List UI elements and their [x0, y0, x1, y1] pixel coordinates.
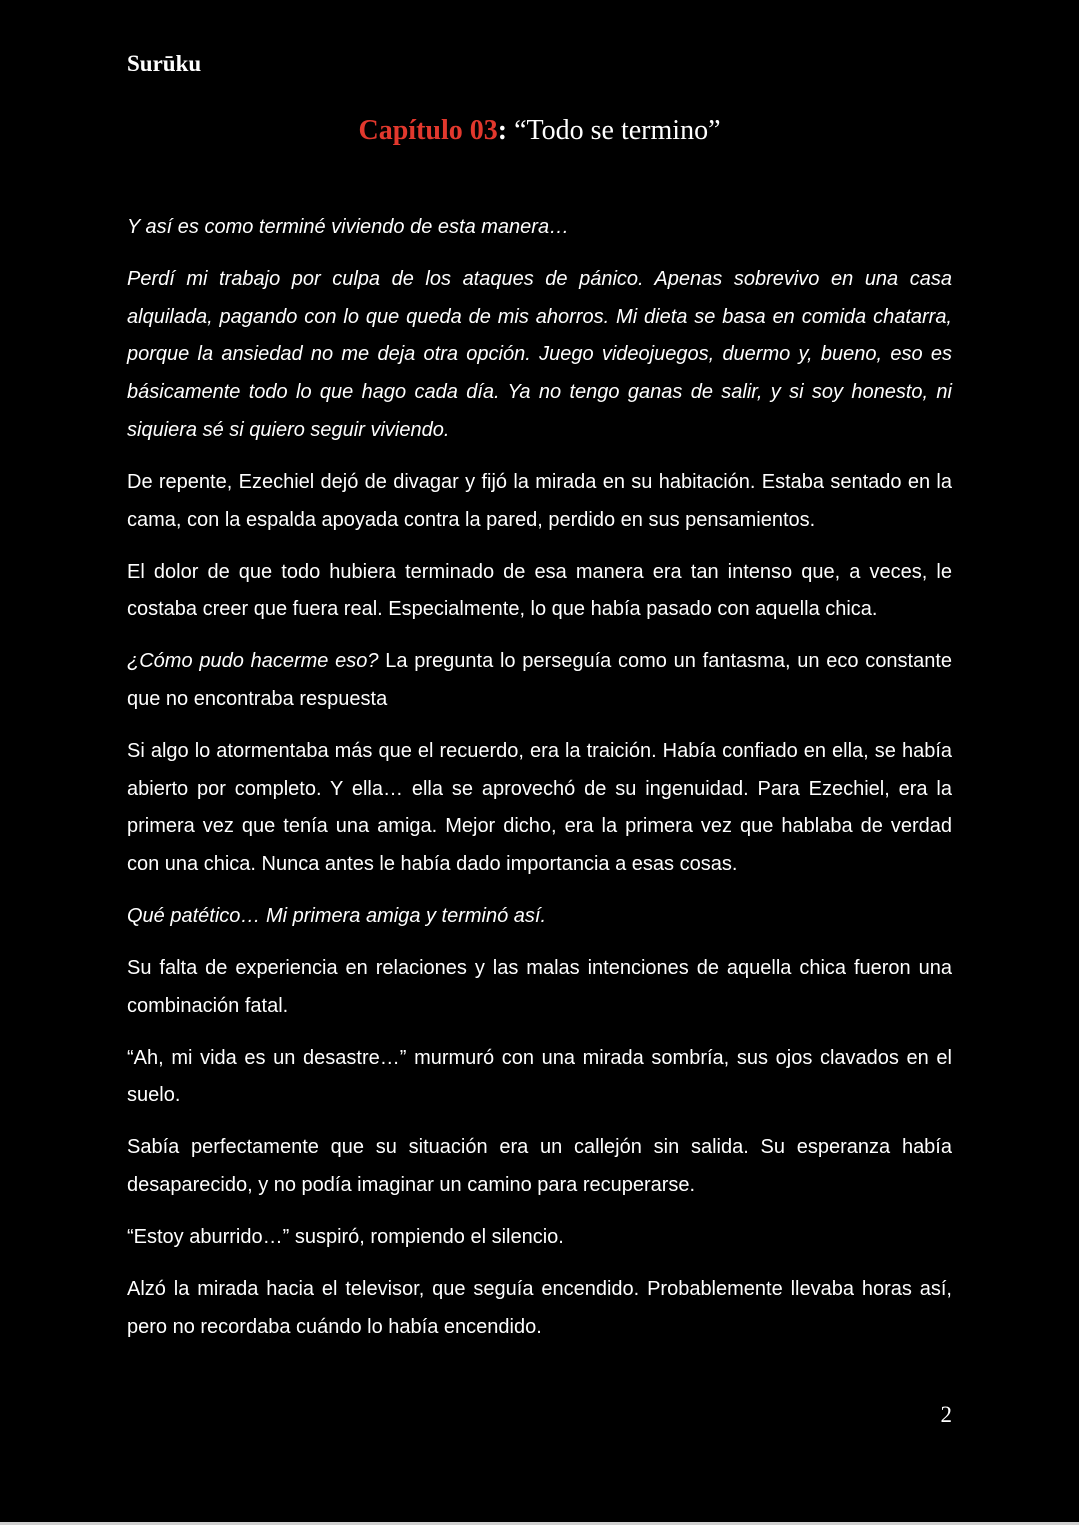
chapter-body — [127, 209, 952, 1361]
paragraph-6: Si algo lo atormentaba más que el recuerdo, era la traición. Había confiado en ella, se había abierto por completo. Y ella… ella se aprovechó de su ingenuidad. Para Ezechiel, era la primera vez que tenía una amiga. Mejor dicho, era la primera vez que hablaba de verdad con una chica. Nunca antes le había dado importancia a esas cosas. — [127, 739, 952, 876]
paragraph-2: Perdí mi trabajo por culpa de los ataques de pánico. Apenas sobrevivo en una casa alquilada, pagando con lo que queda de mis ahorros. Mi dieta se basa en comida chatarra, porque la ansiedad no me deja otra opción. Juego videojuegos, duermo y, bueno, eso es básicamente todo lo que hago cada día. Ya no tengo ganas de salir, y si soy honesto, ni siquiera sé si quiero seguir viviendo. — [127, 268, 952, 441]
chapter-label: Capítulo 03 — [358, 115, 498, 146]
paragraph-5 — [127, 643, 952, 718]
paragraph-12: Alzó la mirada hacia el televisor, que seguía encendido. Probablemente llevaba horas así, pero no recordaba cuándo lo había encendido. — [127, 1278, 952, 1338]
paragraph-4: El dolor de que todo hubiera terminado de esa manera era tan intenso que, a veces, le costaba creer que fuera real. Especialmente, lo que había pasado con aquella chica. — [127, 560, 952, 621]
paragraph-8: Su falta de experiencia en relaciones y las malas intenciones de aquella chica fueron una combinación fatal. — [127, 957, 952, 1017]
running-header-author: Surūku — [127, 51, 202, 76]
page-number: 2 — [940, 1402, 952, 1427]
paragraph-7: Qué patético… Mi primera amiga y terminó así. — [127, 905, 547, 928]
paragraph-1: Y así es como terminé viviendo de esta manera… — [127, 216, 570, 238]
paragraph-9: “Ah, mi vida es un desastre…” murmuró con una mirada sombría, sus ojos clavados en el suelo. — [127, 1046, 952, 1107]
paragraph-3: De repente, Ezechiel dejó de divagar y fijó la mirada en su habitación. Estaba sentado en la cama, con la espalda apoyada contra la pared, perdido en sus pensamientos. — [127, 470, 952, 531]
paragraph-5-italic: ¿Cómo pudo hacerme eso? — [127, 650, 379, 673]
chapter-separator: : — [497, 115, 508, 146]
paragraph-5-text: La pregunta lo perseguía como un fantasma, un eco constante que no encontraba respuesta — [127, 650, 952, 710]
paragraph-10: Sabía perfectamente que su situación era un callejón sin salida. Su esperanza había desaparecido, y no podía imaginar un camino para recuperarse. — [127, 1136, 952, 1197]
paragraph-11: “Estoy aburrido…” suspiró, rompiendo el silencio. — [127, 1226, 564, 1249]
chapter-name: “Todo se termino” — [507, 115, 721, 146]
chapter-title — [0, 113, 1079, 149]
